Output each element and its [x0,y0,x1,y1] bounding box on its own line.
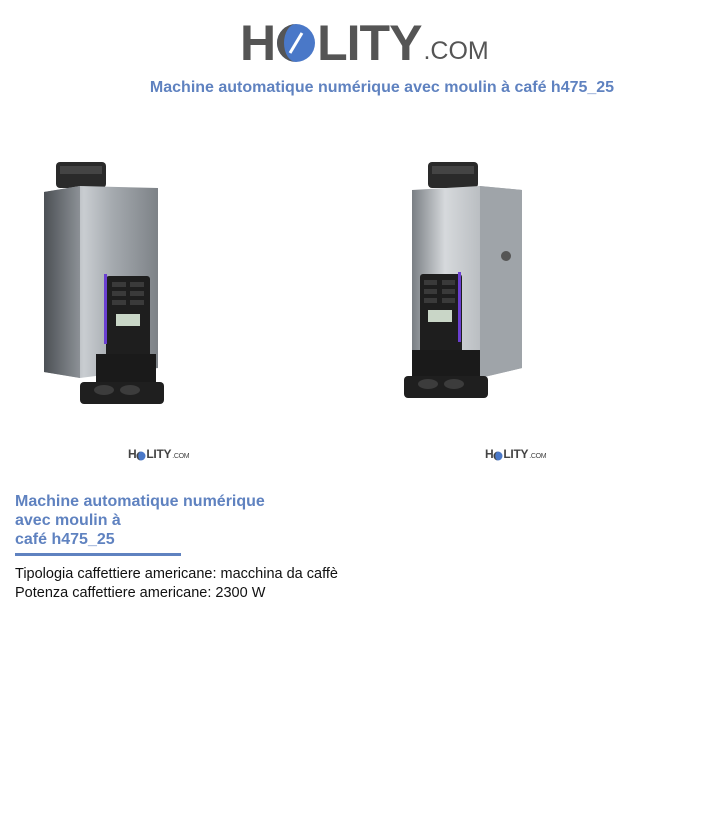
logo-tld: .COM [172,453,190,460]
logo-o-icon [136,451,146,461]
logo-tld: .COM [529,453,547,460]
product-image-front [40,158,170,423]
logo-o-icon [276,23,316,63]
image-watermark-logo [128,447,189,461]
logo-tld: .COM [423,37,489,65]
page-title: Machine automatique numérique avec moulin à café h475_25 [149,79,615,96]
logo-letter-h: H [128,447,137,461]
logo-letters-lity: LITY [317,15,422,71]
logo-letters-lity: LITY [503,447,529,461]
product-heading-line: Machine automatique numérique [15,493,265,510]
logo-letters-lity: LITY [146,447,172,461]
logo-o-icon [493,451,503,461]
logo-letter-h: H [240,15,276,71]
spec-power: Potenza caffettiere americane: 2300 W [15,585,266,601]
site-logo[interactable] [240,12,489,71]
product-heading-line: café h475_25 [15,531,115,548]
image-watermark-logo [485,447,546,461]
product-image-side [400,158,530,418]
product-specs [15,565,338,603]
product-heading-line: avec moulin à [15,512,121,529]
product-heading [15,492,275,549]
spec-type: Tipologia caffettiere americane: macchina da caffè [15,566,338,582]
logo-letter-h: H [485,447,494,461]
heading-underline [15,553,181,556]
